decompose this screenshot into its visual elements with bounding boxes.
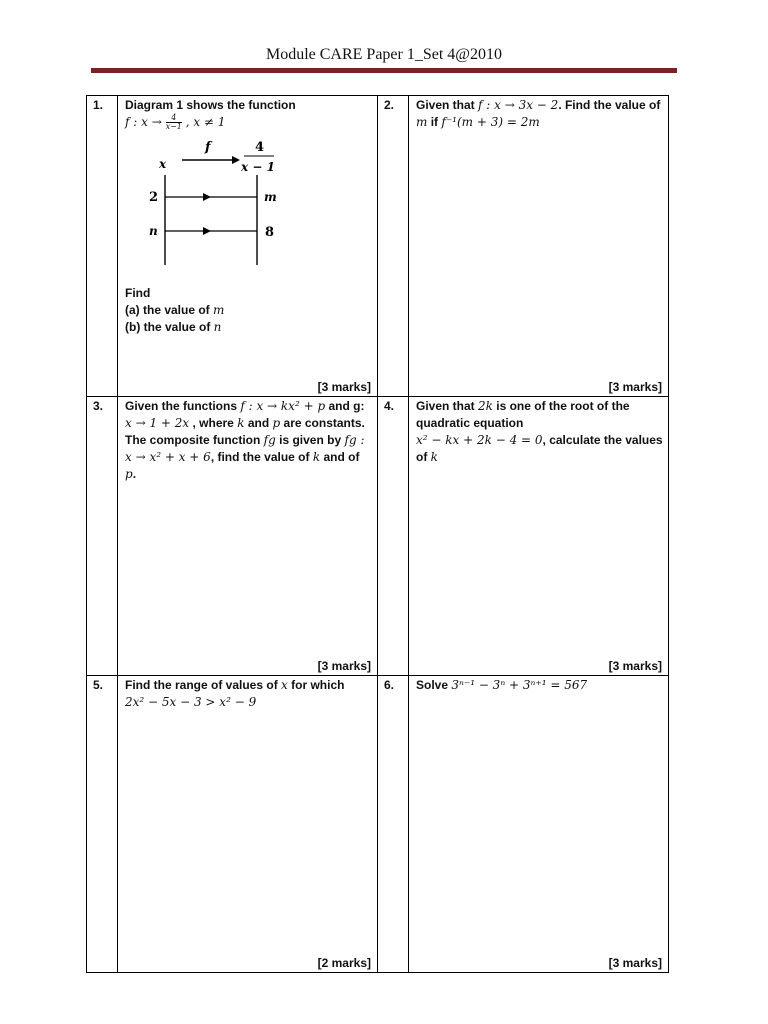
question-3-number: 3. — [93, 399, 104, 413]
q5-text-a: Find the range of values of — [125, 678, 282, 692]
diagram-row1-output: m — [264, 190, 277, 205]
q2-math-b: m — [416, 115, 428, 129]
diagram-row1-arrowhead — [203, 193, 211, 201]
diagram-output-numerator: 4 — [255, 140, 265, 156]
q3-math-e: fg — [263, 433, 276, 447]
q5-math-a: x — [281, 678, 288, 692]
q3-text-i: . — [132, 467, 137, 481]
q1-fraction — [166, 114, 182, 131]
q4-text-a: Given that — [416, 399, 479, 413]
q4-text-c: , calculate the values of — [416, 433, 663, 464]
question-1-intro: Diagram 1 shows the function — [125, 98, 296, 112]
table-row — [87, 676, 669, 973]
q3-text-f: is given by — [275, 433, 345, 447]
q3-text-h: and of — [320, 450, 360, 464]
question-3-cell — [118, 397, 378, 676]
q3-math-a: f : x → kx² + p — [240, 399, 326, 413]
question-4-text — [409, 397, 668, 466]
question-2-text — [409, 96, 668, 131]
q4-math-c: k — [430, 450, 438, 464]
question-5-number: 5. — [93, 678, 104, 692]
q3-text-b: and g: — [325, 399, 365, 413]
question-3-text — [118, 397, 377, 483]
question-2-number: 2. — [384, 98, 395, 112]
question-4-cell — [409, 397, 669, 676]
question-5-marks: [2 marks] — [317, 956, 371, 970]
question-number-cell — [378, 397, 409, 676]
question-4-marks: [3 marks] — [608, 659, 662, 673]
question-number-cell — [378, 96, 409, 397]
function-mapping-diagram — [137, 135, 297, 275]
header-divider — [91, 68, 677, 73]
q4-text-b: is one of the root of the quadratic equation — [416, 399, 630, 430]
diagram-row2-arrowhead — [203, 227, 211, 235]
diagram-row1-input: 2 — [149, 190, 159, 206]
question-1-number: 1. — [93, 98, 104, 112]
document-header-title: Module CARE Paper 1_Set 4@2010 — [265, 46, 503, 63]
q3-math-f: fg : x → x² + x + 6 — [125, 433, 365, 464]
diagram-x-label: x — [159, 157, 167, 172]
q3-math-c: k — [237, 416, 245, 430]
question-2-marks: [3 marks] — [608, 380, 662, 394]
q5-math-b: 2x² − 5x − 3 > x² − 9 — [125, 695, 257, 709]
q2-math-a: f : x → 3x − 2 — [478, 98, 559, 112]
q6-text-a: Solve — [416, 678, 452, 692]
question-number-cell — [378, 676, 409, 973]
q1b-variable: n — [213, 320, 222, 335]
question-5-text — [118, 676, 377, 711]
question-6-marks: [3 marks] — [608, 956, 662, 970]
table-row — [87, 96, 669, 397]
questions-table — [86, 95, 669, 973]
diagram-row2-input: n — [149, 224, 158, 239]
table-row — [87, 397, 669, 676]
question-1-cell — [118, 96, 378, 397]
q3-text-c: , where — [189, 416, 238, 430]
q2-math-c: f⁻¹(m + 3) = 2m — [441, 115, 540, 129]
question-6-text — [409, 676, 668, 694]
q3-math-b: x → 1 + 2x — [125, 416, 190, 430]
question-5-cell — [118, 676, 378, 973]
q3-text-d: and — [244, 416, 273, 430]
question-6-number: 6. — [384, 678, 395, 692]
q1a-text: (a) the value of — [125, 303, 214, 318]
q1-function-condition: , x ≠ 1 — [181, 115, 226, 129]
question-3-marks: [3 marks] — [317, 659, 371, 673]
q1-function-map: f : x → — [125, 115, 166, 129]
q3-text-g: , find the value of — [210, 450, 313, 464]
question-number-cell — [87, 676, 118, 973]
q2-text-b: . Find the value of — [558, 98, 661, 112]
q3-text-a: Given the functions — [125, 399, 241, 413]
q1-fraction-numerator: 4 — [166, 114, 182, 123]
q4-math-b: x² − kx + 2k − 4 = 0 — [416, 433, 543, 447]
q3-text-e: are constants. The composite function — [125, 416, 365, 447]
q1a-variable: m — [213, 303, 225, 318]
q1-fraction-denominator: x−1 — [165, 122, 182, 132]
question-number-cell — [87, 96, 118, 397]
question-1-function — [125, 114, 373, 131]
q3-math-d: p — [272, 416, 281, 430]
q6-math-a: 3ⁿ⁻¹ − 3ⁿ + 3ⁿ⁺¹ = 567 — [451, 678, 588, 692]
question-1-marks: [3 marks] — [317, 380, 371, 394]
question-6-cell — [409, 676, 669, 973]
diagram-f-label: f — [205, 140, 211, 156]
q3-math-g: k — [312, 450, 321, 464]
q2-text-a: Given that — [416, 98, 479, 112]
q1b-text: (b) the value of — [125, 320, 214, 335]
diagram-top-arrowhead — [232, 156, 240, 164]
diagram-output-denominator: x − 1 — [241, 160, 275, 175]
q5-text-b: for which — [287, 678, 345, 692]
q4-math-a: 2k — [478, 399, 493, 413]
diagram-row2-output: 8 — [265, 225, 275, 241]
question-4-number: 4. — [384, 399, 395, 413]
q2-text-c: if — [427, 115, 442, 129]
question-1-part-b — [125, 319, 373, 336]
question-1-part-a — [125, 302, 373, 319]
question-2-cell — [409, 96, 669, 397]
q3-math-h: p — [125, 467, 133, 481]
question-number-cell — [87, 397, 118, 676]
question-1-find: Find — [125, 286, 151, 301]
